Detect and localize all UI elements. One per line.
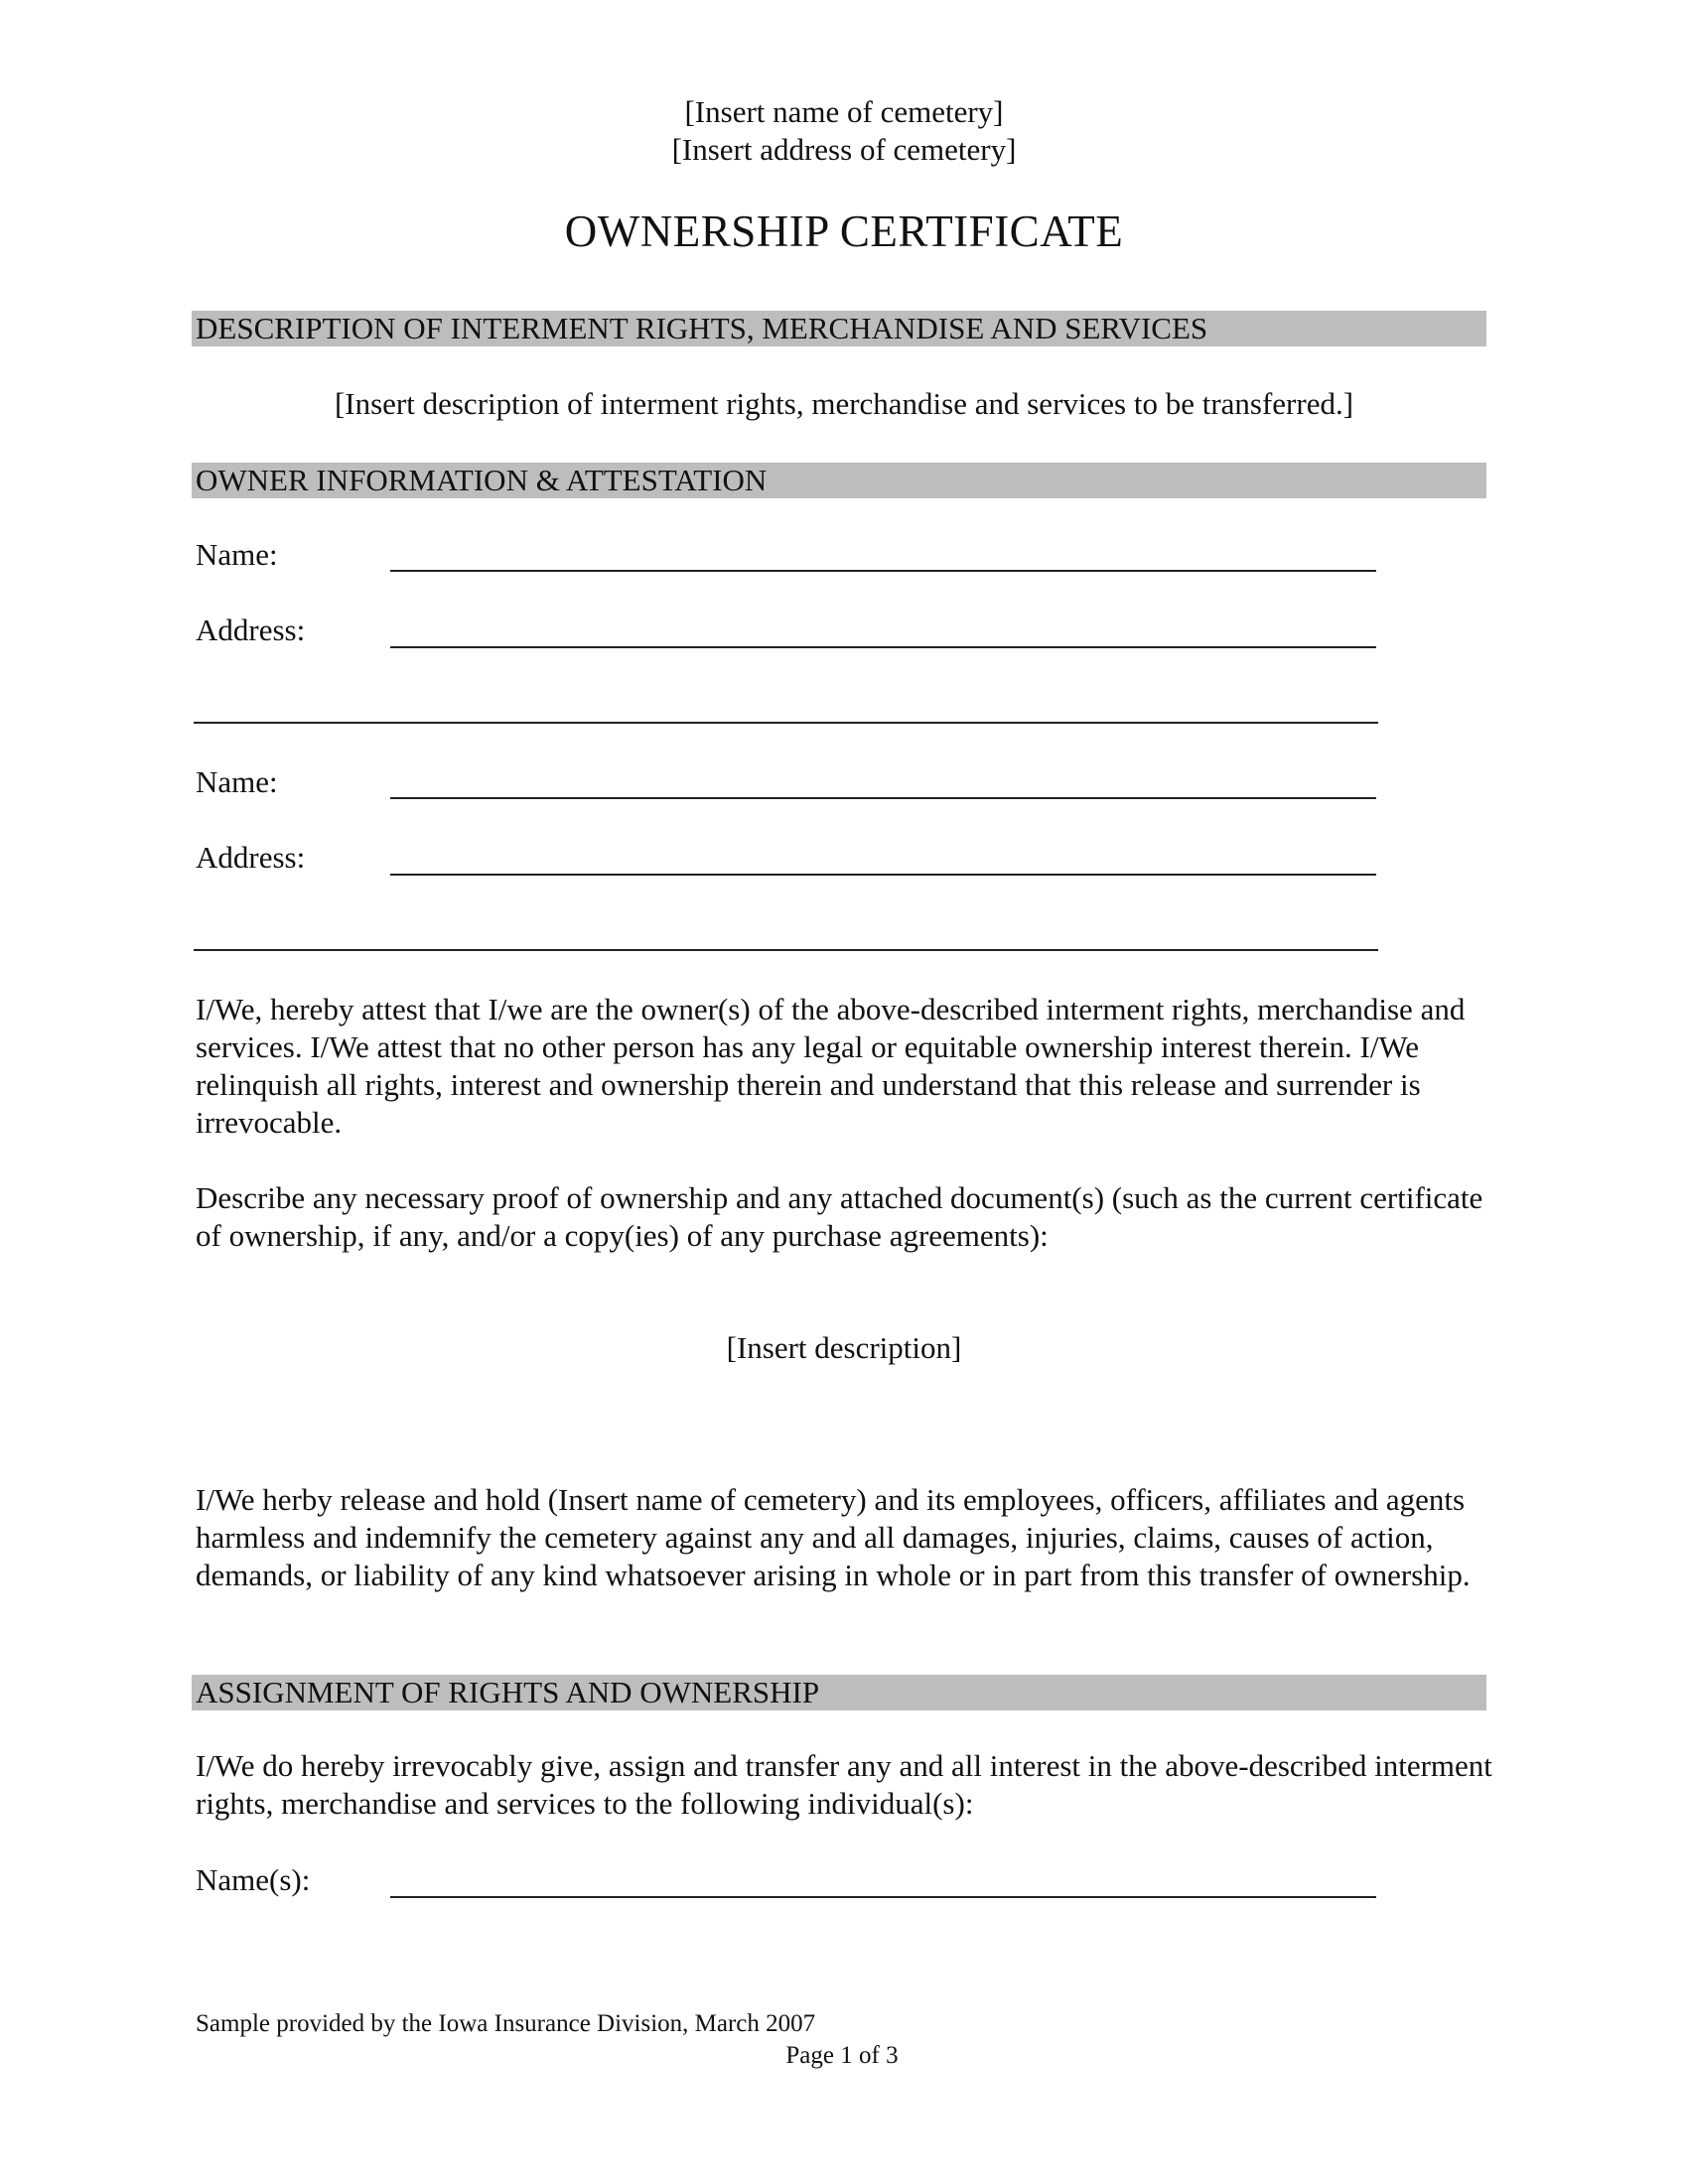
page-title: OWNERSHIP CERTIFICATE: [564, 206, 1124, 256]
section-heading-description: DESCRIPTION OF INTERMENT RIGHTS, MERCHANDISE AND SERVICES: [192, 311, 1486, 346]
owner1-address-field[interactable]: [390, 646, 1376, 648]
page-number-text: Page 1 of 3: [785, 2042, 899, 2069]
owner2-name-field[interactable]: [390, 797, 1376, 799]
owner2-address-line2-field[interactable]: [194, 949, 1378, 951]
description-placeholder: [Insert description of interment rights, merchandise and services to be transferred.]: [334, 386, 1354, 421]
owner2-name-label: Name:: [196, 764, 278, 799]
assignee-names-label: Name(s):: [196, 1862, 311, 1897]
footer-source: Sample provided by the Iowa Insurance Division, March 2007: [196, 2010, 816, 2037]
proof-instruction-paragraph: Describe any necessary proof of ownership and any attached document(s) (such as the current certificate of ownership, if any, and/or a copy(ies) of any purchase agreements):: [196, 1180, 1483, 1253]
owner1-name-label: Name:: [196, 537, 278, 572]
owner1-name-field[interactable]: [390, 570, 1376, 572]
attestation-paragraph: I/We, hereby attest that I/we are the owner(s) of the above-described interment rights, merchandise and services. I/We attest that no other person has any legal or equitable ownership interest therein. I/We relinquish all rights, interest and ownership therein and understand that this release and surrender is irrevocable.: [196, 992, 1466, 1140]
section-heading-assignment: ASSIGNMENT OF RIGHTS AND OWNERSHIP: [192, 1675, 1486, 1710]
section-heading-owner: OWNER INFORMATION & ATTESTATION: [192, 463, 1486, 498]
page-number: [0, 2040, 1688, 2072]
proof-placeholder: [Insert description]: [726, 1330, 962, 1365]
owner2-address-field[interactable]: [390, 874, 1376, 876]
assignee-names-field[interactable]: [390, 1896, 1376, 1898]
assignment-paragraph: I/We do hereby irrevocably give, assign and transfer any and all interest in the above-described interment rights, merchandise and services to the following individual(s):: [196, 1748, 1492, 1821]
owner1-address-line2-field[interactable]: [194, 722, 1378, 724]
release-paragraph: I/We herby release and hold (Insert name of cemetery) and its employees, officers, affiliates and agents harmless and indemnify the cemetery against any and all damages, injuries, claims, causes of action, demands, or liability of any kind whatsoever arising in whole or in part from this transfer of ownership.: [196, 1482, 1471, 1592]
owner2-address-label: Address:: [196, 840, 306, 875]
owner1-address-label: Address:: [196, 613, 306, 647]
cemetery-name: [Insert name of cemetery]: [684, 94, 1004, 129]
cemetery-address: [Insert address of cemetery]: [671, 132, 1017, 167]
